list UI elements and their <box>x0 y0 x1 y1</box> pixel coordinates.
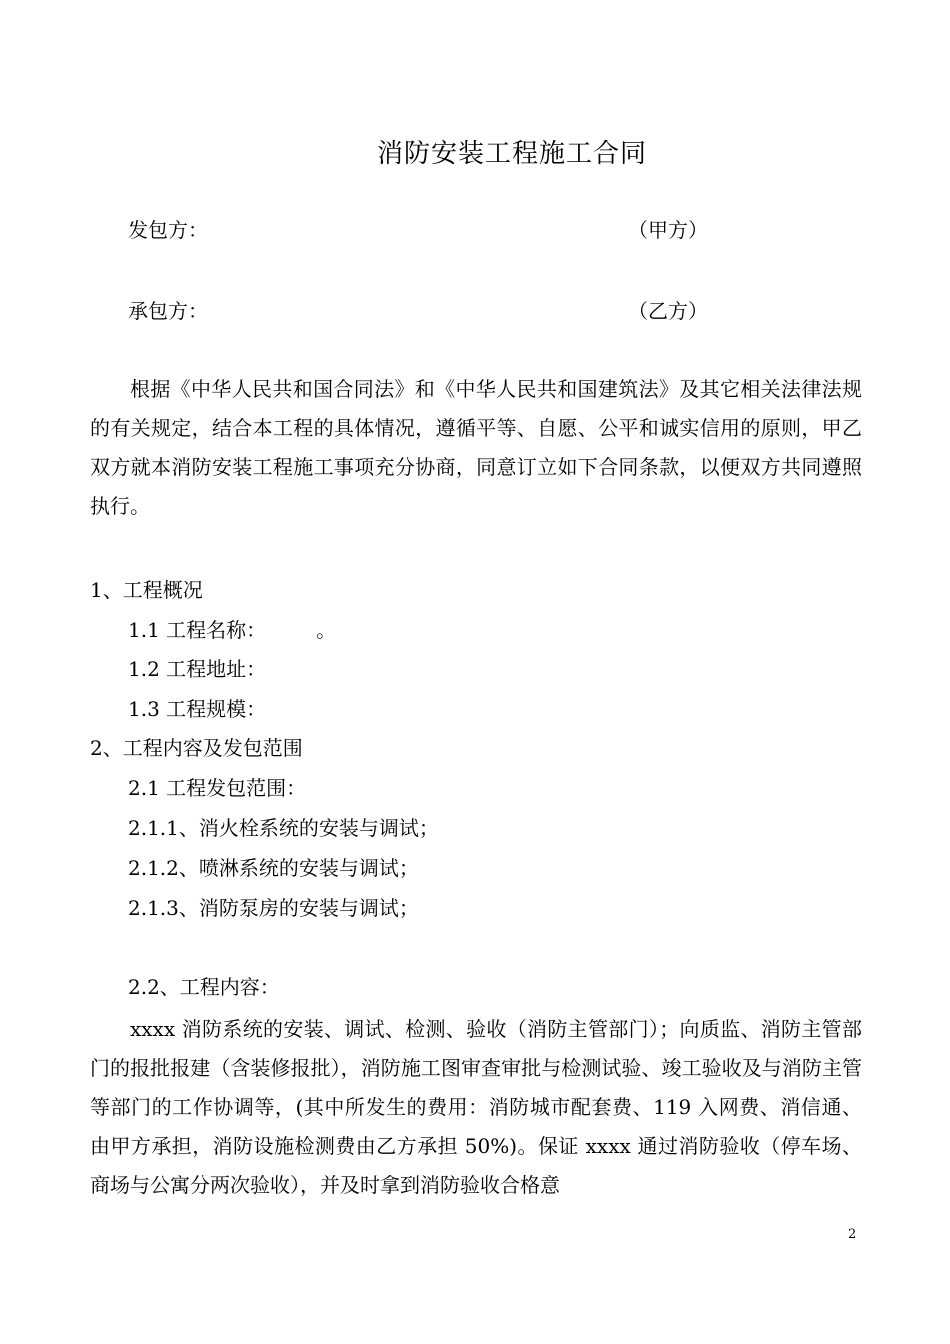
party-a-role: （甲方） <box>628 218 708 242</box>
page-number: 2 <box>848 1227 857 1242</box>
party-a-label: 发包方： <box>128 218 208 242</box>
content-paragraph: xxxx 消防系统的安装、调试、检测、验收（消防主管部门）；向质监、消防主管部门的报批报建（含装修报批），消防施工图审查审批与检测试验、竣工验收及与消防主管等部门的工作协调等，(其中所发生的费用：消防城市配套费、119 入网费、消信通、由甲方承担，消防设施检测费由乙方承担 50%)。保证 xxxx 通过消防验收（停车场、商场与公寓分两次验收），并及时拿到消防验收合格意 <box>90 1017 862 1197</box>
section-2-2: 2.2、工程内容： <box>128 975 280 999</box>
document-title: 消防安装工程施工合同 <box>376 139 647 169</box>
intro-paragraph: 根据《中华人民共和国合同法》和《中华人民共和国建筑法》及其它相关法律法规的有关规定，结合本工程的具体情况，遵循平等、自愿、公平和诚实信用的原则，甲乙双方就本消防安装工程施工事项充分协商，同意订立如下合同条款，以便双方共同遵照执行。 <box>90 377 862 518</box>
section-1-1: 1.1 工程名称： 。 <box>128 618 337 642</box>
section-2-1-3: 2.1.3、消防泵房的安装与调试； <box>128 896 419 920</box>
section-2-1-2: 2.1.2、喷淋系统的安装与调试； <box>128 856 419 880</box>
section-2-1-1: 2.1.1、消火栓系统的安装与调试； <box>128 816 439 840</box>
party-b-role: （乙方） <box>628 299 708 323</box>
section-2-1: 2.1 工程发包范围： <box>128 776 307 800</box>
party-b-label: 承包方： <box>128 299 208 323</box>
section-2-heading: 2、工程内容及发包范围 <box>90 736 303 760</box>
section-1-3: 1.3 工程规模： <box>128 697 267 721</box>
section-1-2: 1.2 工程地址： <box>128 657 267 681</box>
section-1-heading: 1、工程概况 <box>90 578 203 602</box>
